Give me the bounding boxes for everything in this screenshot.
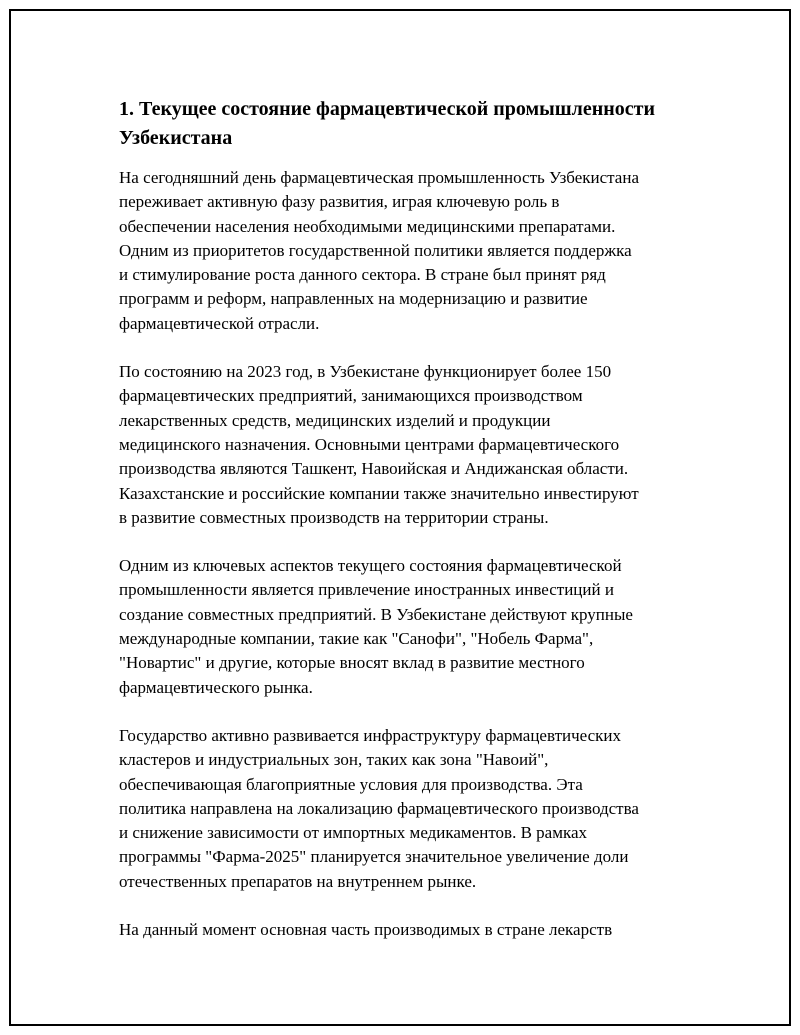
document-body [119, 95, 709, 966]
paragraph: Одним из ключевых аспектов текущего состояния фармацевтической промышленности является привлечение иностранных инвестиций и создание совместных предприятий. В Узбекистане действуют крупные международные компании, такие как "Санофи", "Нобель Фарма", "Новартис" и другие, которые вносят вклад в развитие местного фармацевтического рынка. [119, 556, 633, 697]
section-heading: 1. Текущее состояние фармацевтической промышленности Узбекистана [119, 98, 656, 149]
paragraph: По состоянию на 2023 год, в Узбекистане функционирует более 150 фармацевтических предприятий, занимающихся производством лекарственных средств, медицинских изделий и продукции медицинского назначения. Основными центрами фармацевтического производства являются Ташкент, Навоийская и Андижанская области. Казахстанские и российские компании также значительно инвестируют в развитие совместных производств на территории страны. [119, 362, 639, 527]
paragraph: На сегодняшний день фармацевтическая промышленность Узбекистана переживает активную фазу развития, играя ключевую роль в обеспечении населения необходимыми медицинскими препаратами. Одним из приоритетов государственной политики является поддержка и стимулирование роста данного сектора. В стране был принят ряд программ и реформ, направленных на модернизацию и развитие фармацевтической отрасли. [119, 168, 639, 333]
paragraph: На данный момент основная часть производимых в стране лекарств [119, 920, 613, 940]
paragraph: Государство активно развивается инфраструктуру фармацевтических кластеров и индустриальных зон, таких как зона "Навоий", обеспечивающая благоприятные условия для производства. Эта политика направлена на локализацию фармацевтического производства и снижение зависимости от импортных медикаментов. В рамках программы "Фарма-2025" планируется значительное увеличение доли отечественных препаратов на внутреннем рынке. [119, 725, 639, 891]
document-page [9, 9, 791, 1026]
